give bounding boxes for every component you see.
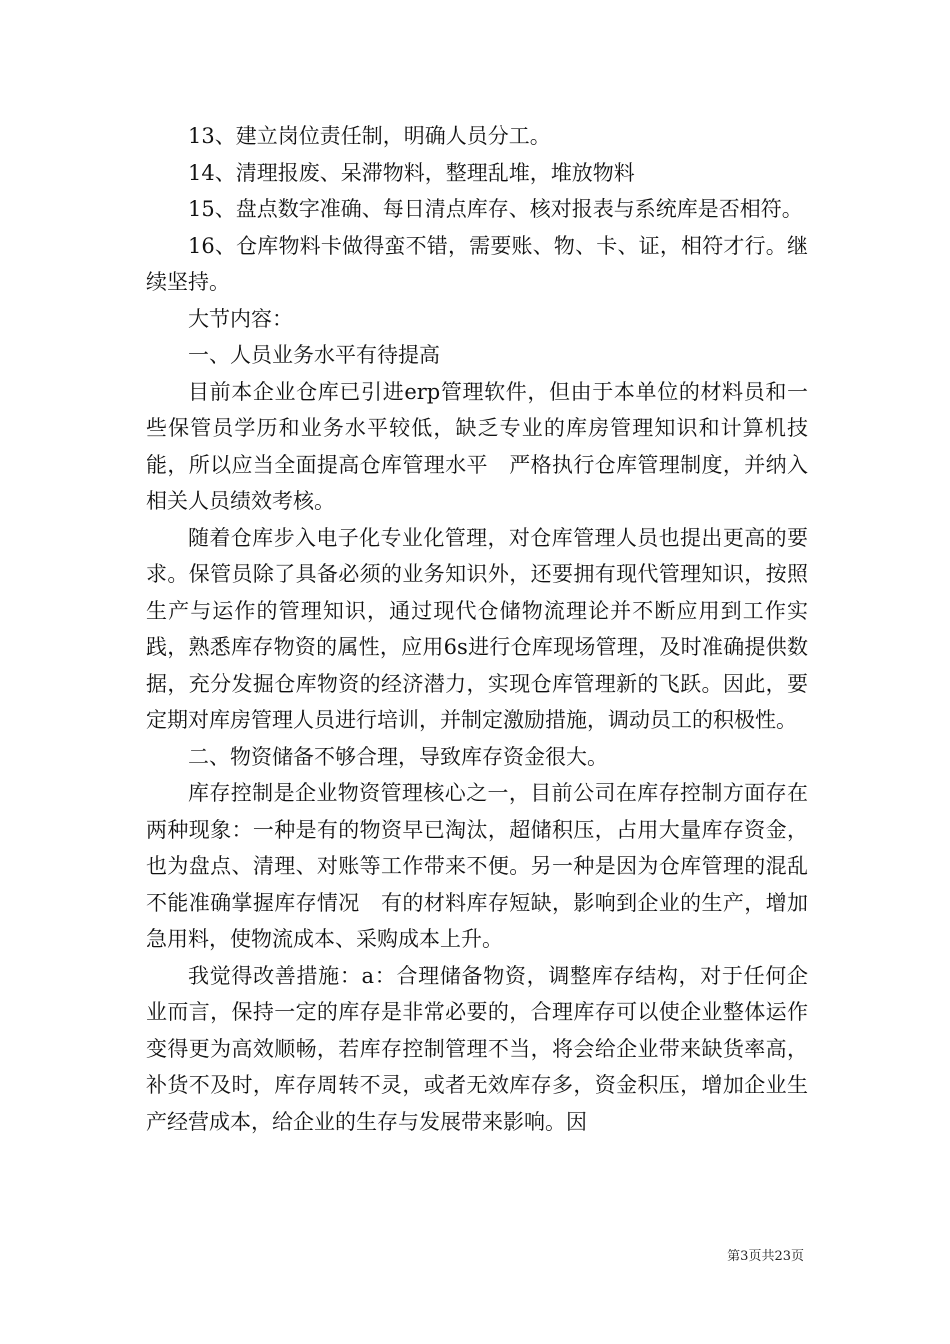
paragraph-item-15: 15、盘点数字准确、每日清点库存、核对报表与系统库是否相符。 bbox=[188, 197, 803, 221]
paragraph-staff-requirements: 随着仓库步入电子化专业化管理，对仓库管理人员也提出更高的要求。保管员除了具备必须的业务知识外，还要拥有现代管理知识，按照生产与运作的管理知识，通过现代仓储物流理论并不断应用到工作实践，熟悉库存物资的属性，应用6s进行仓库现场管理，及时准确提供数据，充分发掘仓库物资的经济潜力，实现仓库管理新的飞跃。因此，要定期对库房管理人员进行培训，并制定激励措施，调动员工的积极性。 bbox=[146, 525, 808, 732]
paragraph-item-13: 13、建立岗位责任制，明确人员分工。 bbox=[188, 124, 551, 148]
paragraph-inventory-control: 库存控制是企业物资管理核心之一，目前公司在库存控制方面存在两种现象：一种是有的物资早已淘汰，超储积压，占用大量库存资金，也为盘点、清理、对账等工作带来不便。另一种是因为仓库管理的混乱 不能准确掌握库存情况 有的材料库存短缺，影响到企业的生产，增加急用料，使物流成本、采购成本上升。 bbox=[146, 781, 829, 951]
paragraph-item-14: 14、清理报废、呆滞物料，整理乱堆，堆放物料 bbox=[188, 160, 635, 185]
section-heading-1: 一、人员业务水平有待提高 bbox=[188, 343, 440, 367]
paragraph-erp: 目前本企业仓库已引进erp管理软件，但由于本单位的材料员和一些保管员学历和业务水平较低，缺乏专业的库房管理知识和计算机技能，所以应当全面提高仓库管理水平 严格执行仓库管理制度，并纳入相关人员绩效考核。 bbox=[146, 379, 808, 513]
page-number: 第3页共23页 bbox=[727, 1249, 804, 1264]
section-heading-main: 大节内容： bbox=[188, 306, 293, 331]
section-heading-2: 二、物资储备不够合理，导致库存资金很大。 bbox=[188, 744, 608, 769]
document-body bbox=[146, 118, 829, 1140]
paragraph-item-16: 16、仓库物料卡做得蛮不错，需要账、物、卡、证，相符才行。继续坚持。 bbox=[146, 233, 808, 294]
paragraph-improvement-measures: 我觉得改善措施：a：合理储备物资，调整库存结构，对于任何企业而言，保持一定的库存是非常必要的，合理库存可以使企业整体运作变得更为高效顺畅，若库存控制管理不当，将会给企业带来缺货率高，补货不及时，库存周转不灵，或者无效库存多，资金积压，增加企业生产经营成本，给企业的生存与发展带来影响。因 bbox=[146, 963, 808, 1134]
